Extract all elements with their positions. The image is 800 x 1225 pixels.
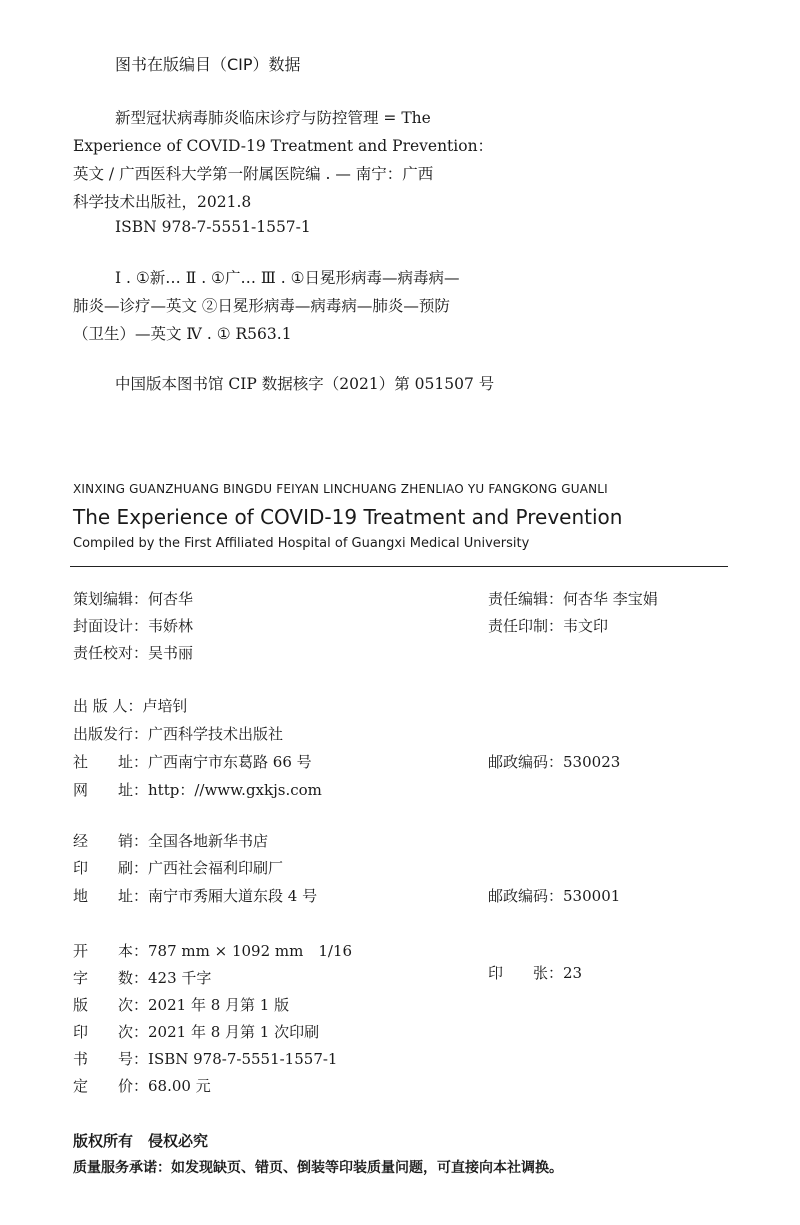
publisher-row [73, 695, 188, 716]
distributor-row [73, 830, 268, 851]
printer-value: 广西社会福利印刷厂 [148, 859, 284, 877]
format-label: 开 本： [73, 942, 149, 960]
isbn-label: 书 号： [73, 1050, 149, 1068]
word-count-label: 字 数： [73, 969, 149, 987]
price-row [73, 1075, 211, 1096]
planning-editor-label: 策划编辑： [73, 590, 149, 608]
proofreader-label: 责任校对： [73, 644, 149, 662]
price-label: 定 价： [73, 1077, 149, 1095]
edition-label: 版 次： [73, 996, 149, 1014]
copyright-notice: 版权所有 侵权必究 [73, 1132, 209, 1150]
responsible-editor-label: 责任编辑： [488, 590, 564, 608]
format-value: 787 mm × 1092 mm 1/16 [148, 942, 353, 960]
cover-design-row [73, 615, 193, 636]
word-count-value: 423 千字 [148, 969, 212, 987]
publisher-address-row [73, 751, 312, 772]
impression-row [73, 1021, 319, 1042]
publisher-label: 出 版 人： [73, 697, 143, 715]
cip-line-3: 英文 / 广西医科大学第一附属医院编 . — 南宁：广西 [73, 165, 434, 183]
responsible-print-row [488, 615, 608, 636]
edition-value: 2021 年 8 月第 1 版 [148, 996, 290, 1014]
printer-postcode-row [488, 885, 620, 906]
publisher-value: 卢培钊 [142, 697, 188, 715]
printer-postcode-label: 邮政编码： [488, 887, 564, 905]
cip-isbn: ISBN 978-7-5551-1557-1 [115, 218, 311, 236]
proofreader-row [73, 642, 193, 663]
printed-sheets-row [488, 962, 582, 983]
quality-promise: 质量服务承诺：如发现缺页、错页、倒装等印装质量问题，可直接向本社调换。 [73, 1160, 563, 1176]
printer-label: 印 刷： [73, 859, 149, 877]
cip-class-line-3: （卫生）—英文 Ⅳ . ① R563.1 [73, 325, 292, 343]
printer-row [73, 857, 283, 878]
english-title: The Experience of COVID-19 Treatment and Prevention [73, 505, 623, 529]
cip-class-line-1: Ⅰ . ①新… Ⅱ . ①广… Ⅲ . ①日冕形病毒—病毒病— [115, 269, 460, 287]
divider-rule [70, 566, 728, 567]
responsible-editor-row [488, 588, 658, 609]
isbn-value: ISBN 978-7-5551-1557-1 [148, 1050, 338, 1068]
printer-address-label: 地 址： [73, 887, 149, 905]
printer-address-value: 南宁市秀厢大道东段 4 号 [148, 887, 318, 905]
planning-editor-value: 何杏华 [148, 590, 194, 608]
cip-line-4: 科学技术出版社，2021.8 [73, 193, 252, 211]
price-value: 68.00 元 [148, 1077, 211, 1095]
word-count-row [73, 967, 211, 988]
responsible-print-value: 韦文印 [563, 617, 609, 635]
publisher-address-label: 社 址： [73, 753, 149, 771]
publisher-address-value: 广西南宁市东葛路 66 号 [148, 753, 312, 771]
publisher-postcode-label: 邮政编码： [488, 753, 564, 771]
printed-sheets-label: 印 张： [488, 964, 564, 982]
proofreader-value: 吴书丽 [148, 644, 194, 662]
distributor-label: 经 销： [73, 832, 149, 850]
issuer-row [73, 723, 283, 744]
cover-design-value: 韦娇林 [148, 617, 194, 635]
impression-label: 印 次： [73, 1023, 149, 1041]
responsible-editor-value: 何杏华 李宝娟 [563, 590, 658, 608]
cip-number: 中国版本图书馆 CIP 数据核字（2021）第 051507 号 [115, 375, 495, 393]
isbn-row [73, 1048, 337, 1069]
publisher-postcode-value: 530023 [563, 753, 621, 771]
cover-design-label: 封面设计： [73, 617, 149, 635]
pinyin-title: XINXING GUANZHUANG BINGDU FEIYAN LINCHUANG ZHENLIAO YU FANGKONG GUANLI [73, 482, 608, 496]
responsible-print-label: 责任印制： [488, 617, 564, 635]
website-row [73, 779, 322, 800]
printed-sheets-value: 23 [563, 964, 583, 982]
cip-line-2: Experience of COVID-19 Treatment and Prevention： [73, 137, 494, 155]
cip-line-1: 新型冠状病毒肺炎临床诊疗与防控管理 = The [115, 109, 431, 127]
issuer-label: 出版发行： [73, 725, 149, 743]
distributor-value: 全国各地新华书店 [148, 832, 269, 850]
website-link[interactable]: http：//www.gxkjs.com [148, 781, 322, 799]
cip-class-line-2: 肺炎—诊疗—英文 ②日冕形病毒—病毒病—肺炎—预防 [73, 297, 450, 315]
compiled-by: Compiled by the First Affiliated Hospital of Guangxi Medical University [73, 536, 530, 551]
cip-title: 图书在版编目（CIP）数据 [115, 55, 301, 74]
printer-postcode-value: 530001 [563, 887, 621, 905]
issuer-value: 广西科学技术出版社 [148, 725, 284, 743]
impression-value: 2021 年 8 月第 1 次印刷 [148, 1023, 320, 1041]
website-label: 网 址： [73, 781, 149, 799]
planning-editor-row [73, 588, 193, 609]
printer-address-row [73, 885, 317, 906]
publisher-postcode-row [488, 751, 620, 772]
format-row [73, 940, 352, 961]
edition-row [73, 994, 289, 1015]
